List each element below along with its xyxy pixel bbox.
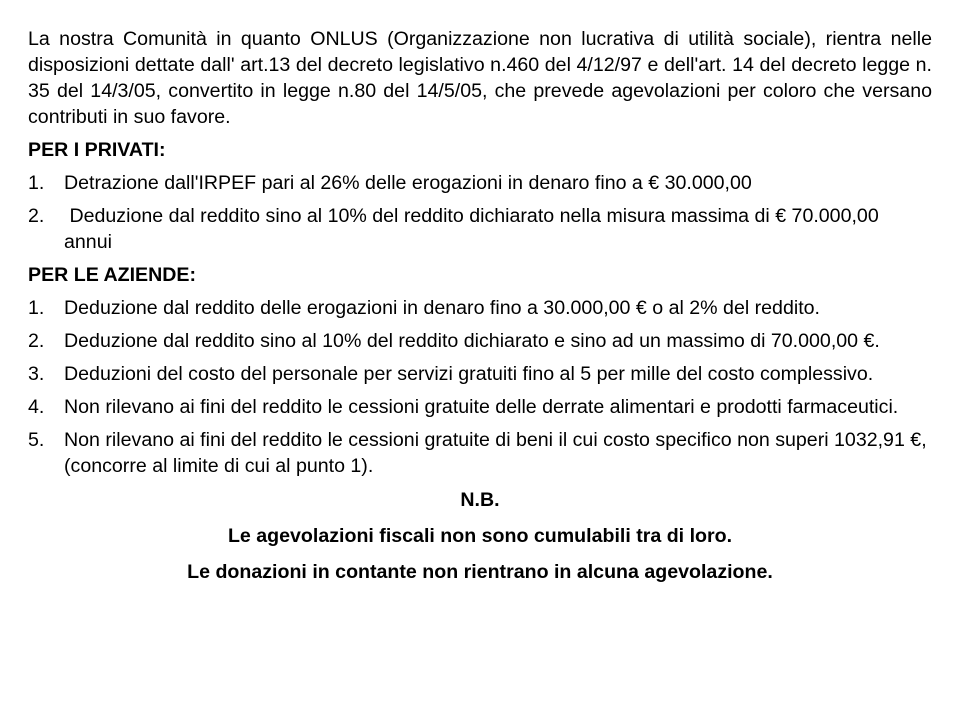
nb-line-cumulabili: Le agevolazioni fiscali non sono cumulabili tra di loro.	[227, 525, 733, 547]
list-item-text: Non rilevano ai fini del reddito le cessioni gratuite delle derrate alimentari e prodotti farmaceutici.	[64, 396, 899, 418]
aziende-item-1	[28, 295, 932, 321]
intro-paragraph: La nostra Comunità in quanto ONLUS (Organizzazione non lucrativa di utilità sociale), rientra nelle disposizioni dettate dall' art.13 del decreto legislativo n.460 del 4/12/97 e dell'art. 14 del decreto legge n. 35 del 14/3/05, convertito in legge n.80 del 14/5/05, che prevede agevolazioni per coloro che versano contributi in suo favore.	[28, 28, 932, 128]
list-item-number: 2.	[28, 330, 45, 352]
privati-item-1	[28, 170, 932, 196]
slide-content	[28, 26, 932, 595]
list-item-text: Deduzione dal reddito sino al 10% del reddito dichiarato e sino ad un massimo di 70.000,00 €.	[64, 330, 880, 352]
privati-list	[28, 170, 932, 255]
privati-item-2	[28, 203, 932, 255]
aziende-item-2	[28, 328, 932, 354]
list-item-number: 3.	[28, 363, 45, 385]
list-item-number: 1.	[28, 297, 45, 319]
list-item-text: Deduzione dal reddito sino al 10% del reddito dichiarato nella misura massima di € 70.000,00 annui	[64, 205, 885, 253]
privati-heading: PER I PRIVATI:	[28, 139, 166, 161]
aziende-item-4	[28, 394, 932, 420]
list-item-number: 4.	[28, 396, 45, 418]
nb-line-contante: Le donazioni in contante non rientrano in alcuna agevolazione.	[187, 561, 773, 583]
list-item-number: 2.	[28, 205, 45, 227]
list-item-text: Non rilevano ai fini del reddito le cessioni gratuite di beni il cui costo specifico non superi 1032,91 €, (concorre al limite di cui al punto 1).	[64, 429, 927, 477]
aziende-item-3	[28, 361, 932, 387]
aziende-heading: PER LE AZIENDE:	[28, 264, 197, 286]
list-item-number: 1.	[28, 172, 45, 194]
list-item-number: 5.	[28, 429, 45, 451]
list-item-text: Deduzioni del costo del personale per servizi gratuiti fino al 5 per mille del costo complessivo.	[64, 363, 874, 385]
nb-block	[28, 487, 932, 585]
list-item-text: Detrazione dall'IRPEF pari al 26% delle erogazioni in denaro fino a € 30.000,00	[64, 172, 752, 194]
aziende-list	[28, 295, 932, 479]
nb-title: N.B.	[460, 489, 500, 511]
list-item-text: Deduzione dal reddito delle erogazioni in denaro fino a 30.000,00 € o al 2% del reddito.	[64, 297, 820, 319]
aziende-item-5	[28, 427, 932, 479]
